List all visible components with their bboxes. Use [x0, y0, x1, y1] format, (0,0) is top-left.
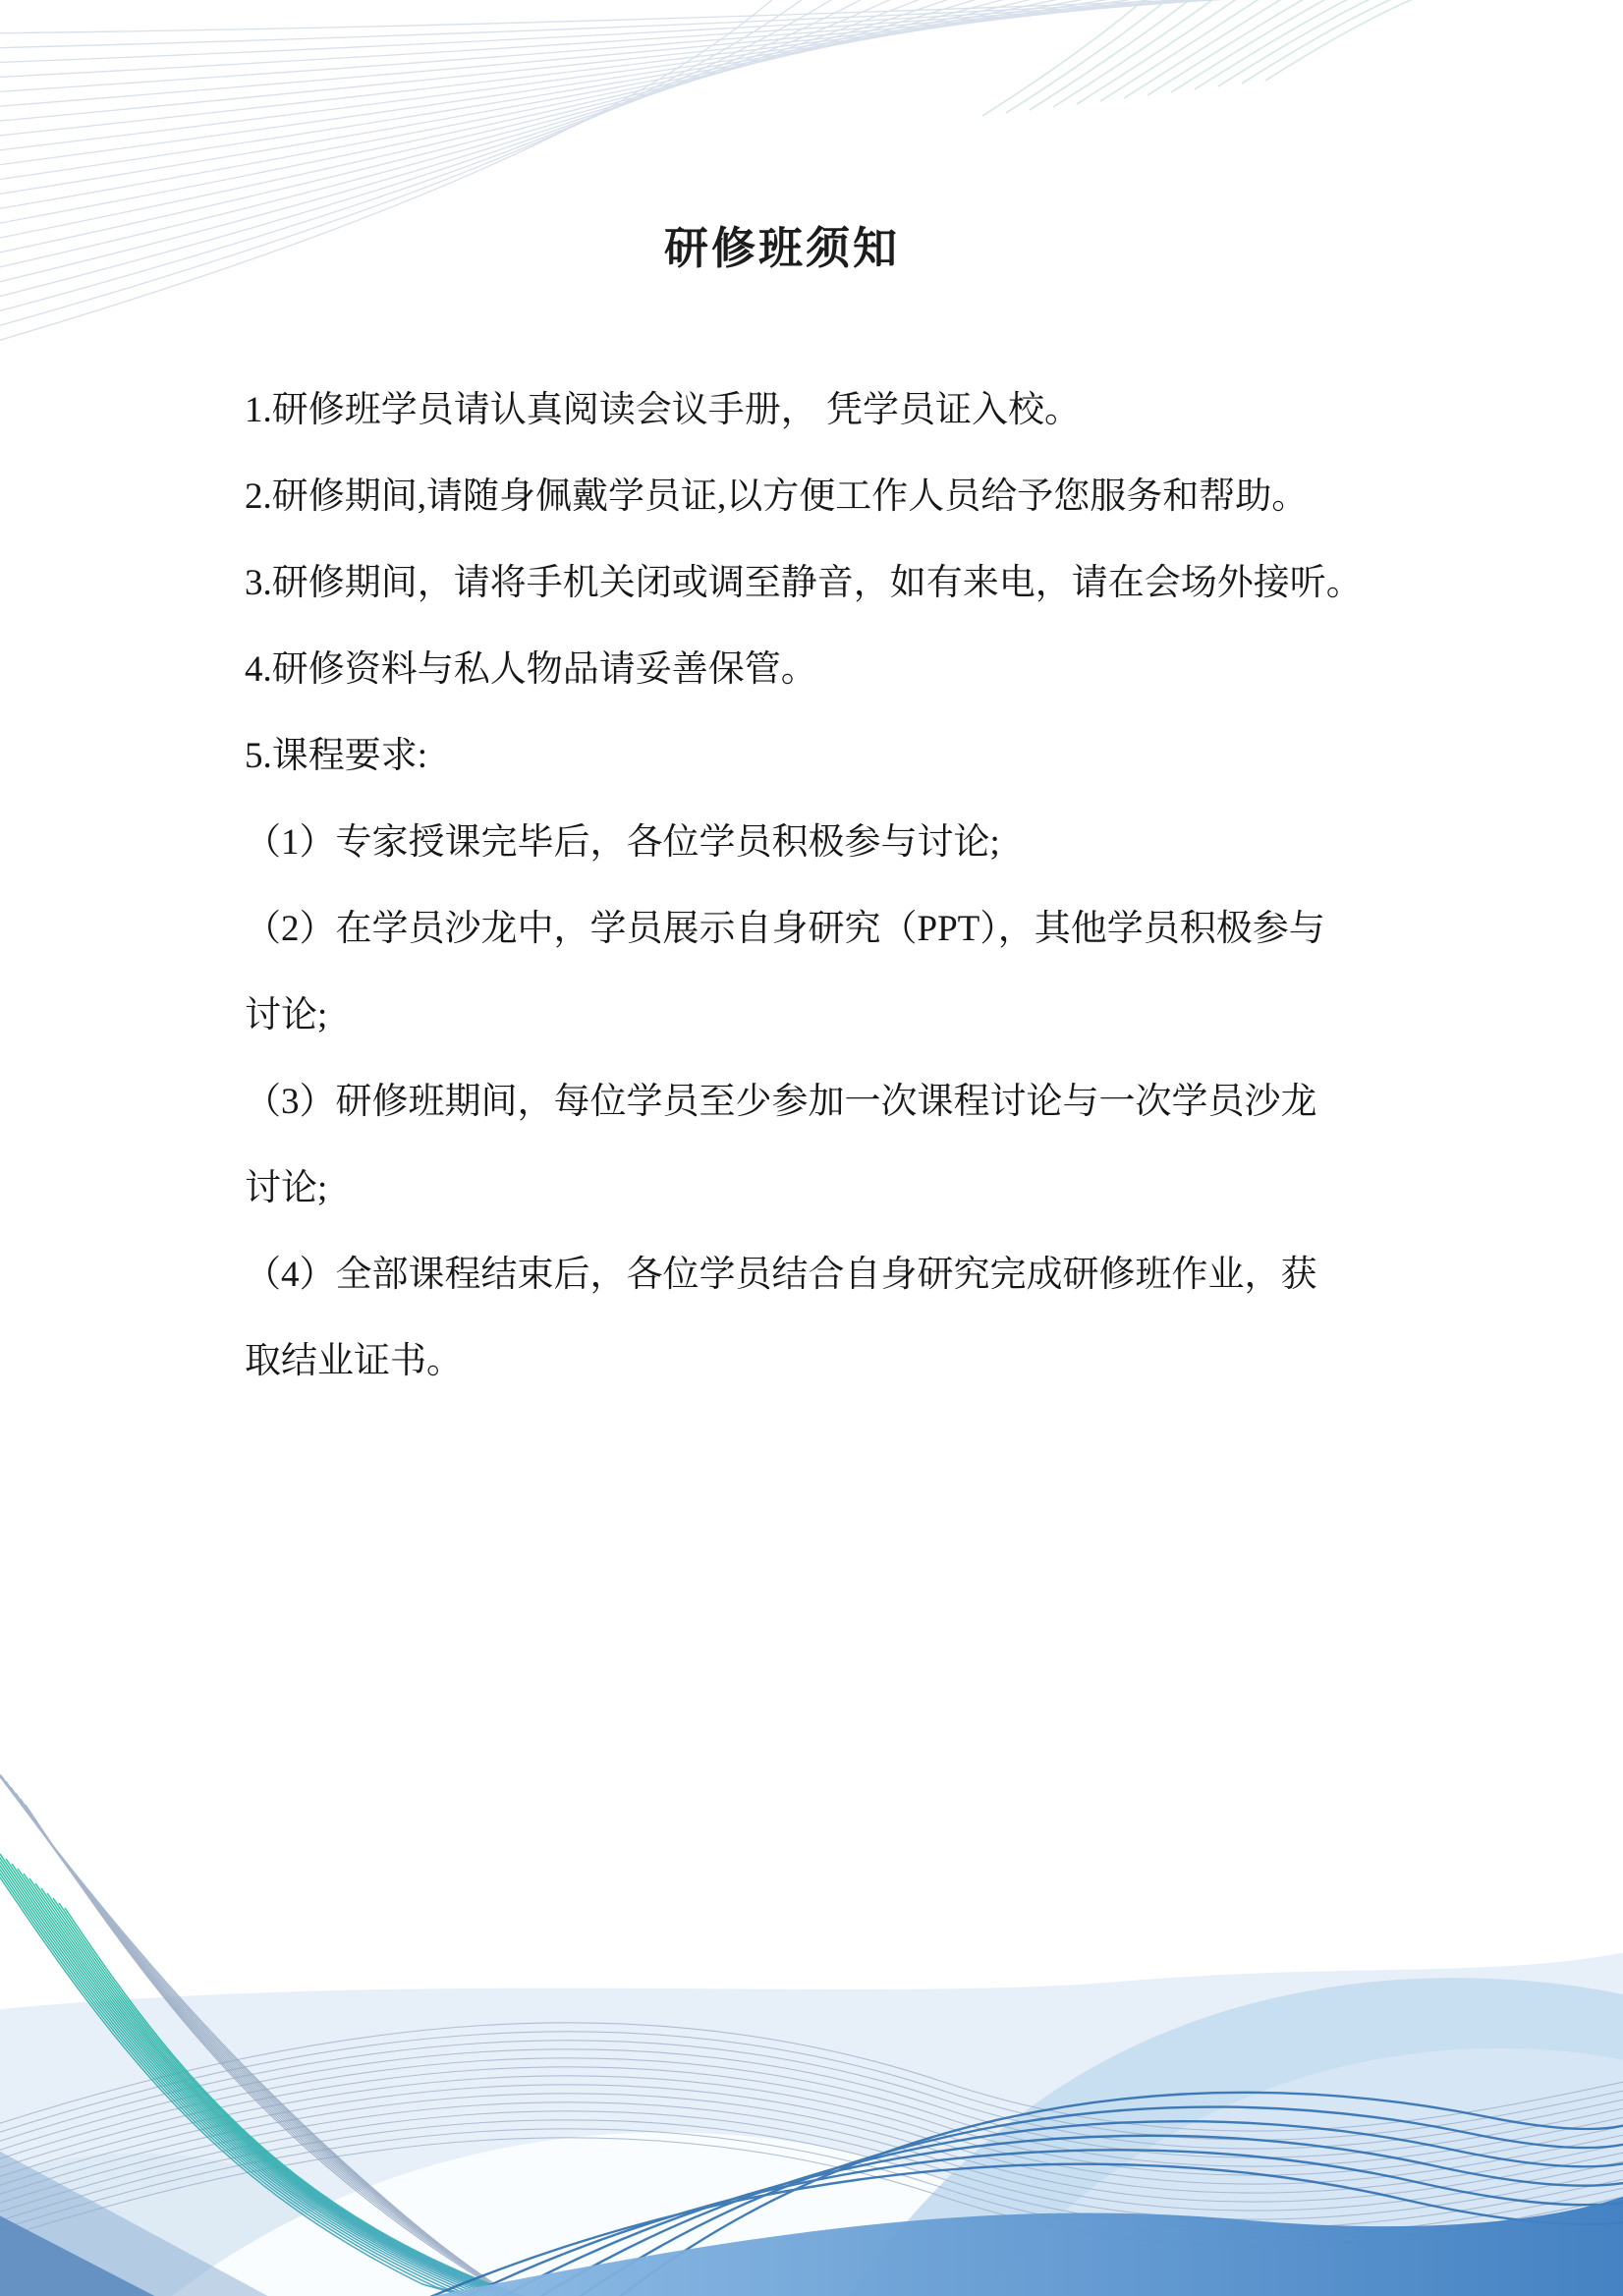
- bottom-right-blue-arcs: [324, 2093, 1623, 2296]
- top-wave-decoration: [0, 0, 1623, 413]
- notice-line: 1.研修班学员请认真阅读会议手册， 凭学员证入校。: [245, 390, 1081, 430]
- bottom-steel-line-bundle: [0, 1746, 619, 2296]
- bottom-right-blue-wave: [413, 2188, 1623, 2296]
- notice-line: 2.研修期间,请随身佩戴学员证,以方便工作人员给予您服务和帮助。: [245, 476, 1309, 517]
- top-right-line-fan: [982, 0, 1440, 116]
- notice-line: 讨论;: [245, 1168, 328, 1208]
- notice-line: （1）专家授课完毕后，各位学员积极参与讨论;: [245, 822, 1000, 863]
- notice-line: 4.研修资料与私人物品请妥善保管。: [245, 649, 817, 690]
- notice-line: 取结业证书。: [245, 1341, 463, 1381]
- bottom-soft-fills: [0, 1948, 1623, 2296]
- page-title: 研修班须知: [663, 223, 900, 273]
- notice-list: [245, 367, 1424, 1405]
- bottom-left-corner-shapes: [0, 2141, 275, 2296]
- top-left-line-fan: [0, 0, 1466, 347]
- bottom-steel-line-fan: [0, 2023, 1623, 2246]
- bottom-wave-decoration: [0, 1687, 1623, 2296]
- bottom-teal-line-bundle: [0, 1824, 1053, 2296]
- notice-line: 3.研修期间，请将手机关闭或调至静音，如有来电，请在会场外接听。: [245, 563, 1363, 603]
- notice-line: （3）研修班期间，每位学员至少参加一次课程讨论与一次学员沙龙: [245, 1082, 1317, 1122]
- notice-line: （2）在学员沙龙中，学员展示自身研究（PPT），其他学员积极参与: [245, 909, 1325, 949]
- notice-line: 5.课程要求:: [245, 736, 428, 776]
- notice-line: （4）全部课程结束后，各位学员结合自身研究完成研修班作业，获: [245, 1255, 1317, 1295]
- notice-line: 讨论;: [245, 995, 328, 1036]
